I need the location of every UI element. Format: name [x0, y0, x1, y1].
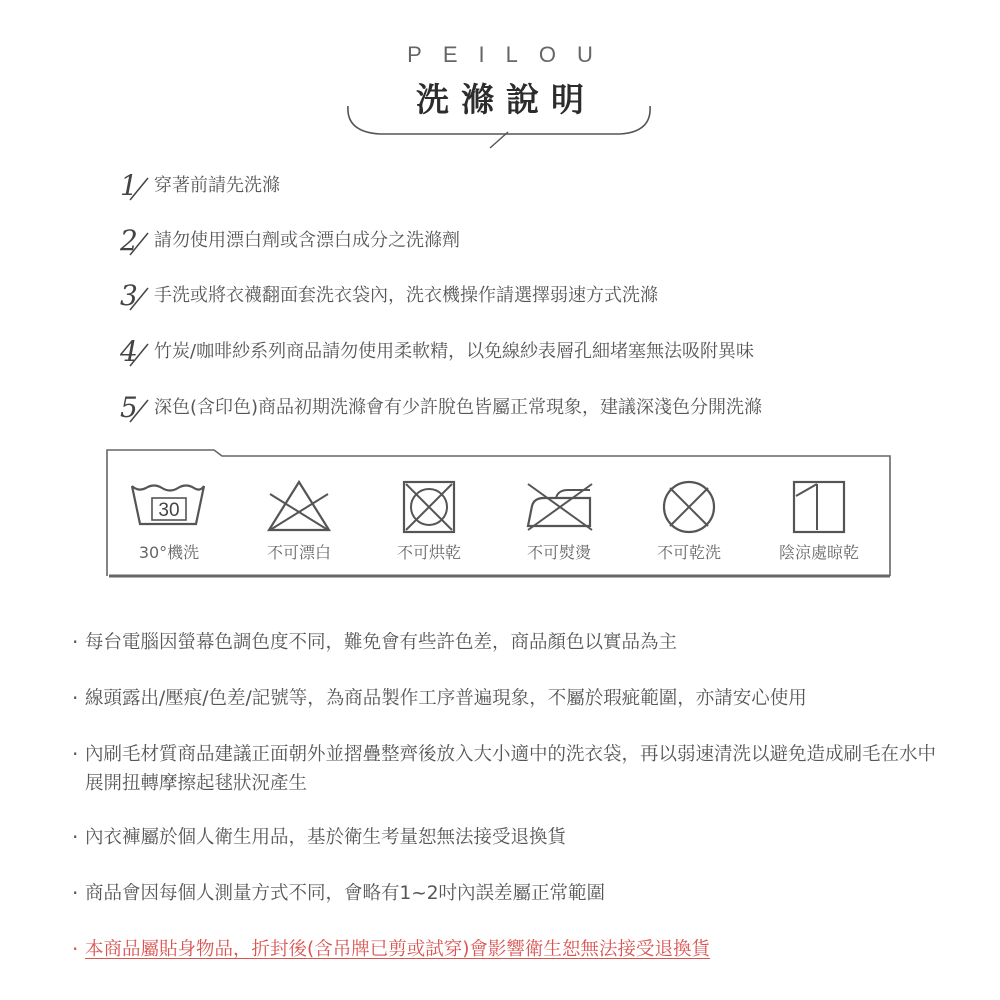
no-iron-icon [494, 476, 624, 536]
rule-item [120, 221, 920, 261]
page-title: 洗滌說明 [416, 80, 596, 119]
rule-number: 1 [120, 169, 138, 202]
care-symbol-no-bleach [234, 476, 364, 566]
brand-name: PEILOU [407, 42, 614, 67]
slash-mark-icon [126, 172, 156, 202]
slash-mark-icon [126, 282, 156, 312]
rule-text: 請勿使用漂白劑或含漂白成分之洗滌劑 [154, 230, 460, 251]
note-text: 商品會因每個人測量方式不同，會略有1~2吋內誤差屬正常範圍 [85, 883, 606, 904]
care-symbol-no-iron [494, 476, 624, 566]
no-bleach-icon [234, 476, 364, 536]
bullet-dot-icon: · [72, 686, 79, 710]
rule-text: 深色(含印色)商品初期洗滌會有少許脫色皆屬正常現象，建議深淺色分開洗滌 [154, 397, 763, 418]
wash-temperature-value: 30 [158, 500, 180, 521]
care-symbol-label: 不可乾洗 [656, 543, 721, 562]
rule-item [120, 166, 920, 206]
care-symbol-no-dry-clean [624, 476, 754, 566]
slash-mark-icon [126, 227, 156, 257]
bullet-dot-icon: · [72, 825, 79, 849]
care-symbol-no-tumble-dry [364, 476, 494, 566]
rule-number: 4 [120, 335, 138, 368]
bullet-dot-icon: · [72, 881, 79, 905]
bullet-dot-icon: · [72, 630, 79, 654]
care-symbol-label: 不可漂白 [266, 543, 331, 562]
rule-item [120, 332, 920, 372]
title-underline-decoration [340, 98, 660, 158]
rule-text: 竹炭/咖啡紗系列商品請勿使用柔軟精，以免線紗表層孔細堵塞無法吸附異味 [154, 341, 755, 362]
note-text: 每台電腦因螢幕色調色度不同，難免會有些許色差，商品顏色以實品為主 [85, 632, 678, 653]
rule-number: 3 [120, 279, 138, 312]
care-symbol-line-dry-shade [754, 476, 884, 566]
wash-30-icon [104, 476, 234, 536]
rule-text: 穿著前請先洗滌 [154, 175, 280, 196]
care-symbol-wash-30 [104, 476, 234, 566]
rule-text: 手洗或將衣襪翻面套洗衣袋內，洗衣機操作請選擇弱速方式洗滌 [154, 285, 658, 306]
note-text: 內衣褲屬於個人衛生用品，基於衛生考量恕無法接受退換貨 [85, 827, 567, 848]
rule-number: 2 [120, 224, 138, 257]
care-symbol-label: 不可熨燙 [526, 543, 591, 562]
bullet-dot-icon: · [72, 742, 79, 766]
care-symbol-label: 陰涼處晾乾 [778, 543, 859, 562]
bullet-dot-icon: · [72, 937, 79, 961]
line-dry-shade-icon [754, 476, 884, 536]
rule-number: 5 [120, 391, 138, 424]
care-symbol-label: 不可烘乾 [396, 543, 461, 562]
note-text: 內刷毛材質商品建議正面朝外並摺疊整齊後放入大小適中的洗衣袋，再以弱速清洗以避免造成刷毛在水中展開扭轉摩擦起毬狀況產生 [85, 744, 937, 794]
care-symbols-panel [104, 446, 894, 578]
rule-item [120, 276, 920, 316]
slash-mark-icon [126, 338, 156, 368]
care-symbol-label: 30°機洗 [138, 543, 200, 562]
no-tumble-dry-icon [364, 476, 494, 536]
no-dry-clean-icon [624, 476, 754, 536]
slash-mark-icon [126, 394, 156, 424]
rule-item [120, 388, 920, 428]
note-text: 線頭露出/壓痕/色差/記號等，為商品製作工序普遍現象，不屬於瑕疵範圍，亦請安心使用 [85, 688, 807, 709]
warning-note-text: 本商品屬貼身物品，折封後(含吊牌已剪或試穿)會影響衛生恕無法接受退換貨 [85, 939, 710, 960]
